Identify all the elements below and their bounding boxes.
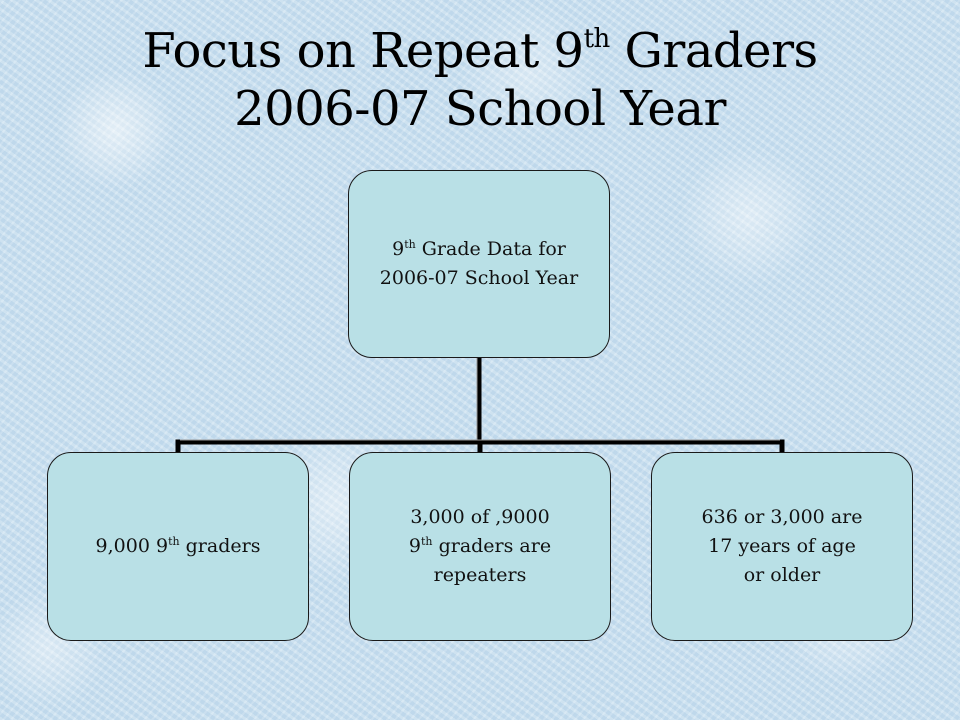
child-node-older-students <box>651 452 913 641</box>
child-3-line-1: 636 or 3,000 are <box>701 506 863 528</box>
child-2-line-3: repeaters <box>433 564 527 586</box>
child-2-line-2-text: 9 <box>408 535 422 557</box>
root-line-1-suffix: Grade Data for <box>415 238 566 260</box>
root-node <box>348 170 610 358</box>
child-node-repeaters <box>349 452 611 641</box>
child-node-2-text <box>409 503 551 590</box>
child-node-3-text <box>702 503 863 590</box>
title-line-1-suffix: Graders <box>609 23 818 79</box>
child-3-line-3: or older <box>743 564 821 586</box>
child-1-line-1-suffix: graders <box>179 535 261 557</box>
child-2-line-2-suffix: graders are <box>432 535 552 557</box>
root-line-2: 2006-07 School Year <box>379 267 579 289</box>
child-2-line-2 <box>409 535 551 557</box>
child-2-line-2-superscript: th <box>421 535 433 548</box>
root-line-1-text: 9 <box>392 238 405 260</box>
title-line-1-text: Focus on Repeat 9 <box>142 23 584 79</box>
slide-title-line-2: 2006-07 School Year <box>234 81 726 137</box>
root-line-1 <box>392 238 566 260</box>
child-3-line-2: 17 years of age <box>708 535 856 557</box>
child-1-line-1-text: 9,000 9 <box>95 535 169 557</box>
child-node-graders <box>47 452 309 641</box>
root-line-1-superscript: th <box>404 238 416 251</box>
title-line-1-superscript: th <box>583 24 610 54</box>
child-node-1-text <box>96 532 261 561</box>
child-1-line-1-superscript: th <box>168 535 180 548</box>
root-node-text <box>380 235 578 293</box>
child-2-line-1: 3,000 of ,9000 <box>410 506 550 528</box>
